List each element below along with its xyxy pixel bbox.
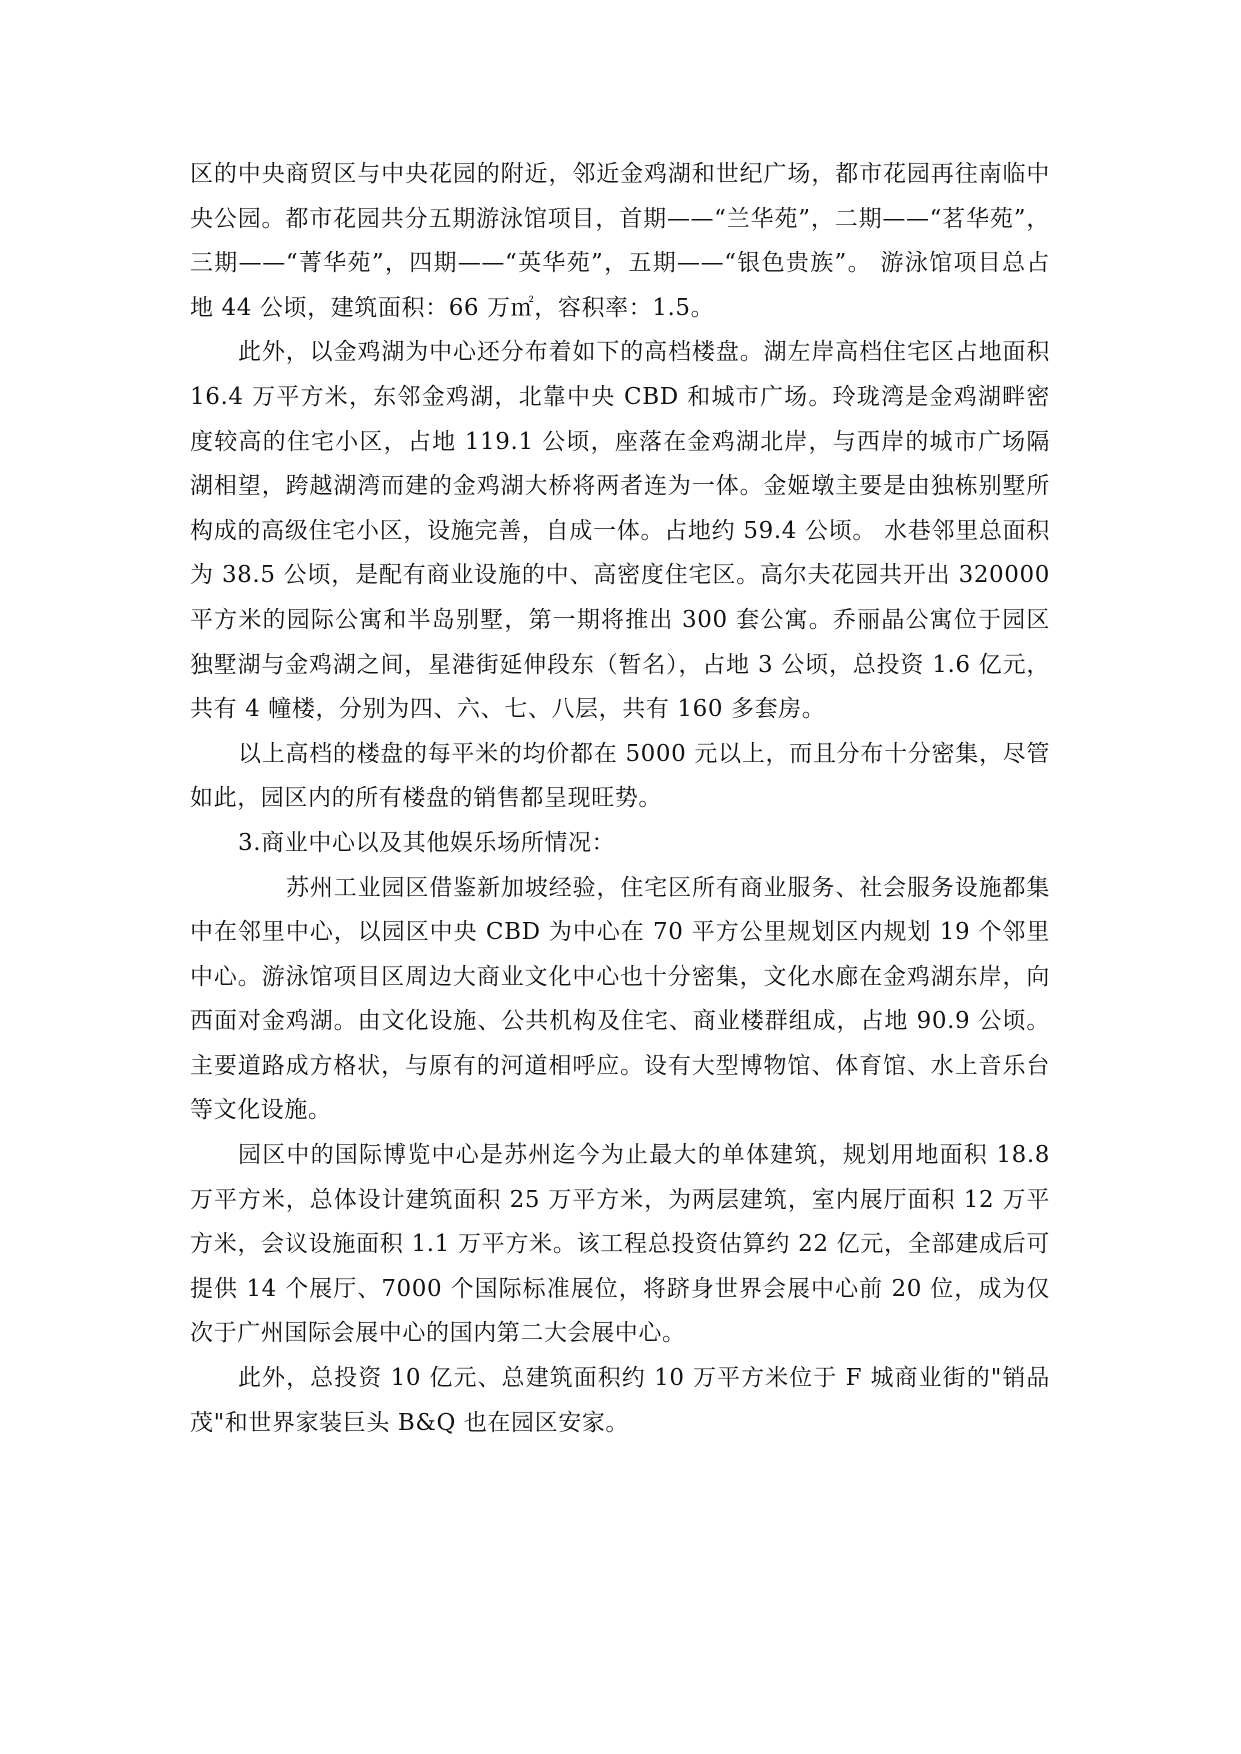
paragraph-commercial-centers: 苏州工业园区借鉴新加坡经验，住宅区所有商业服务、社会服务设施都集中在邻里中心，以园区中央 CBD 为中心在 70 平方公里规划区内规划 19 个邻里中心。游泳馆项目区周边大商业文化中心也十分密集，文化水廊在金鸡湖东岸，向西面对金鸡湖。由文化设施、公共机构及住宅、商业楼群组成，占地 90.9 公顷。主要道路成方格状，与原有的河道相呼应。设有大型博物馆、体育馆、水上音乐台等文化设施。	[190, 874, 1050, 1124]
section-heading: 3.商业中心以及其他娱乐场所情况：	[238, 829, 616, 856]
document-body	[190, 152, 1050, 1445]
paragraph-luxury-properties: 此外，以金鸡湖为中心还分布着如下的高档楼盘。湖左岸高档住宅区占地面积 16.4 万平方米，东邻金鸡湖，北靠中央 CBD 和城市广场。玲珑湾是金鸡湖畔密度较高的住宅小区，占地 119.1 公顷，座落在金鸡湖北岸，与西岸的城市广场隔湖相望，跨越湖湾而建的金鸡湖大桥将两者连为一体。金姬墩主要是由独栋别墅所构成的高级住宅小区，设施完善，自成一体。占地约 59.4 公顷。 水巷邻里总面积为 38.5 公顷，是配有商业设施的中、高密度住宅区。高尔夫花园共开出 320000 平方米的园际公寓和半岛别墅，第一期将推出 300 套公寓。乔丽晶公寓位于园区独墅湖与金鸡湖之间，星港街延伸段东（暂名），占地 3 公顷，总投资 1.6 亿元，共有 4 幢楼，分别为四、六、七、八层，共有 160 多套房。	[190, 339, 1050, 723]
paragraph-expo-center: 园区中的国际博览中心是苏州迄今为止最大的单体建筑，规划用地面积 18.8 万平方米，总体设计建筑面积 25 万平方米，为两层建筑，室内展厅面积 12 万平方米，会议设施面积 1.1 万平方米。该工程总投资估算约 22 亿元，全部建成后可提供 14 个展厅、7000 个国际标准展位，将跻身世界会展中心前 20 位，成为仅次于广州国际会展中心的国内第二大会展中心。	[190, 1142, 1050, 1347]
paragraph-price-summary: 以上高档的楼盘的每平米的均价都在 5000 元以上，而且分布十分密集，尽管如此，园区内的所有楼盘的销售都呈现旺势。	[190, 740, 1050, 812]
paragraph-continued: 区的中央商贸区与中央花园的附近，邻近金鸡湖和世纪广场，都市花园再往南临中央公园。都市花园共分五期游泳馆项目，首期——“兰华苑”，二期——“茗华苑”，三期——“菁华苑”，四期——“英华苑”，五期——“银色贵族”。 游泳馆项目总占地 44 公顷，建筑面积：66 万㎡，容积率：1.5。	[190, 161, 1050, 321]
paragraph-investment: 此外，总投资 10 亿元、总建筑面积约 10 万平方米位于 F 城商业街的"销品茂"和世界家装巨头 B&Q 也在园区安家。	[190, 1365, 1050, 1436]
